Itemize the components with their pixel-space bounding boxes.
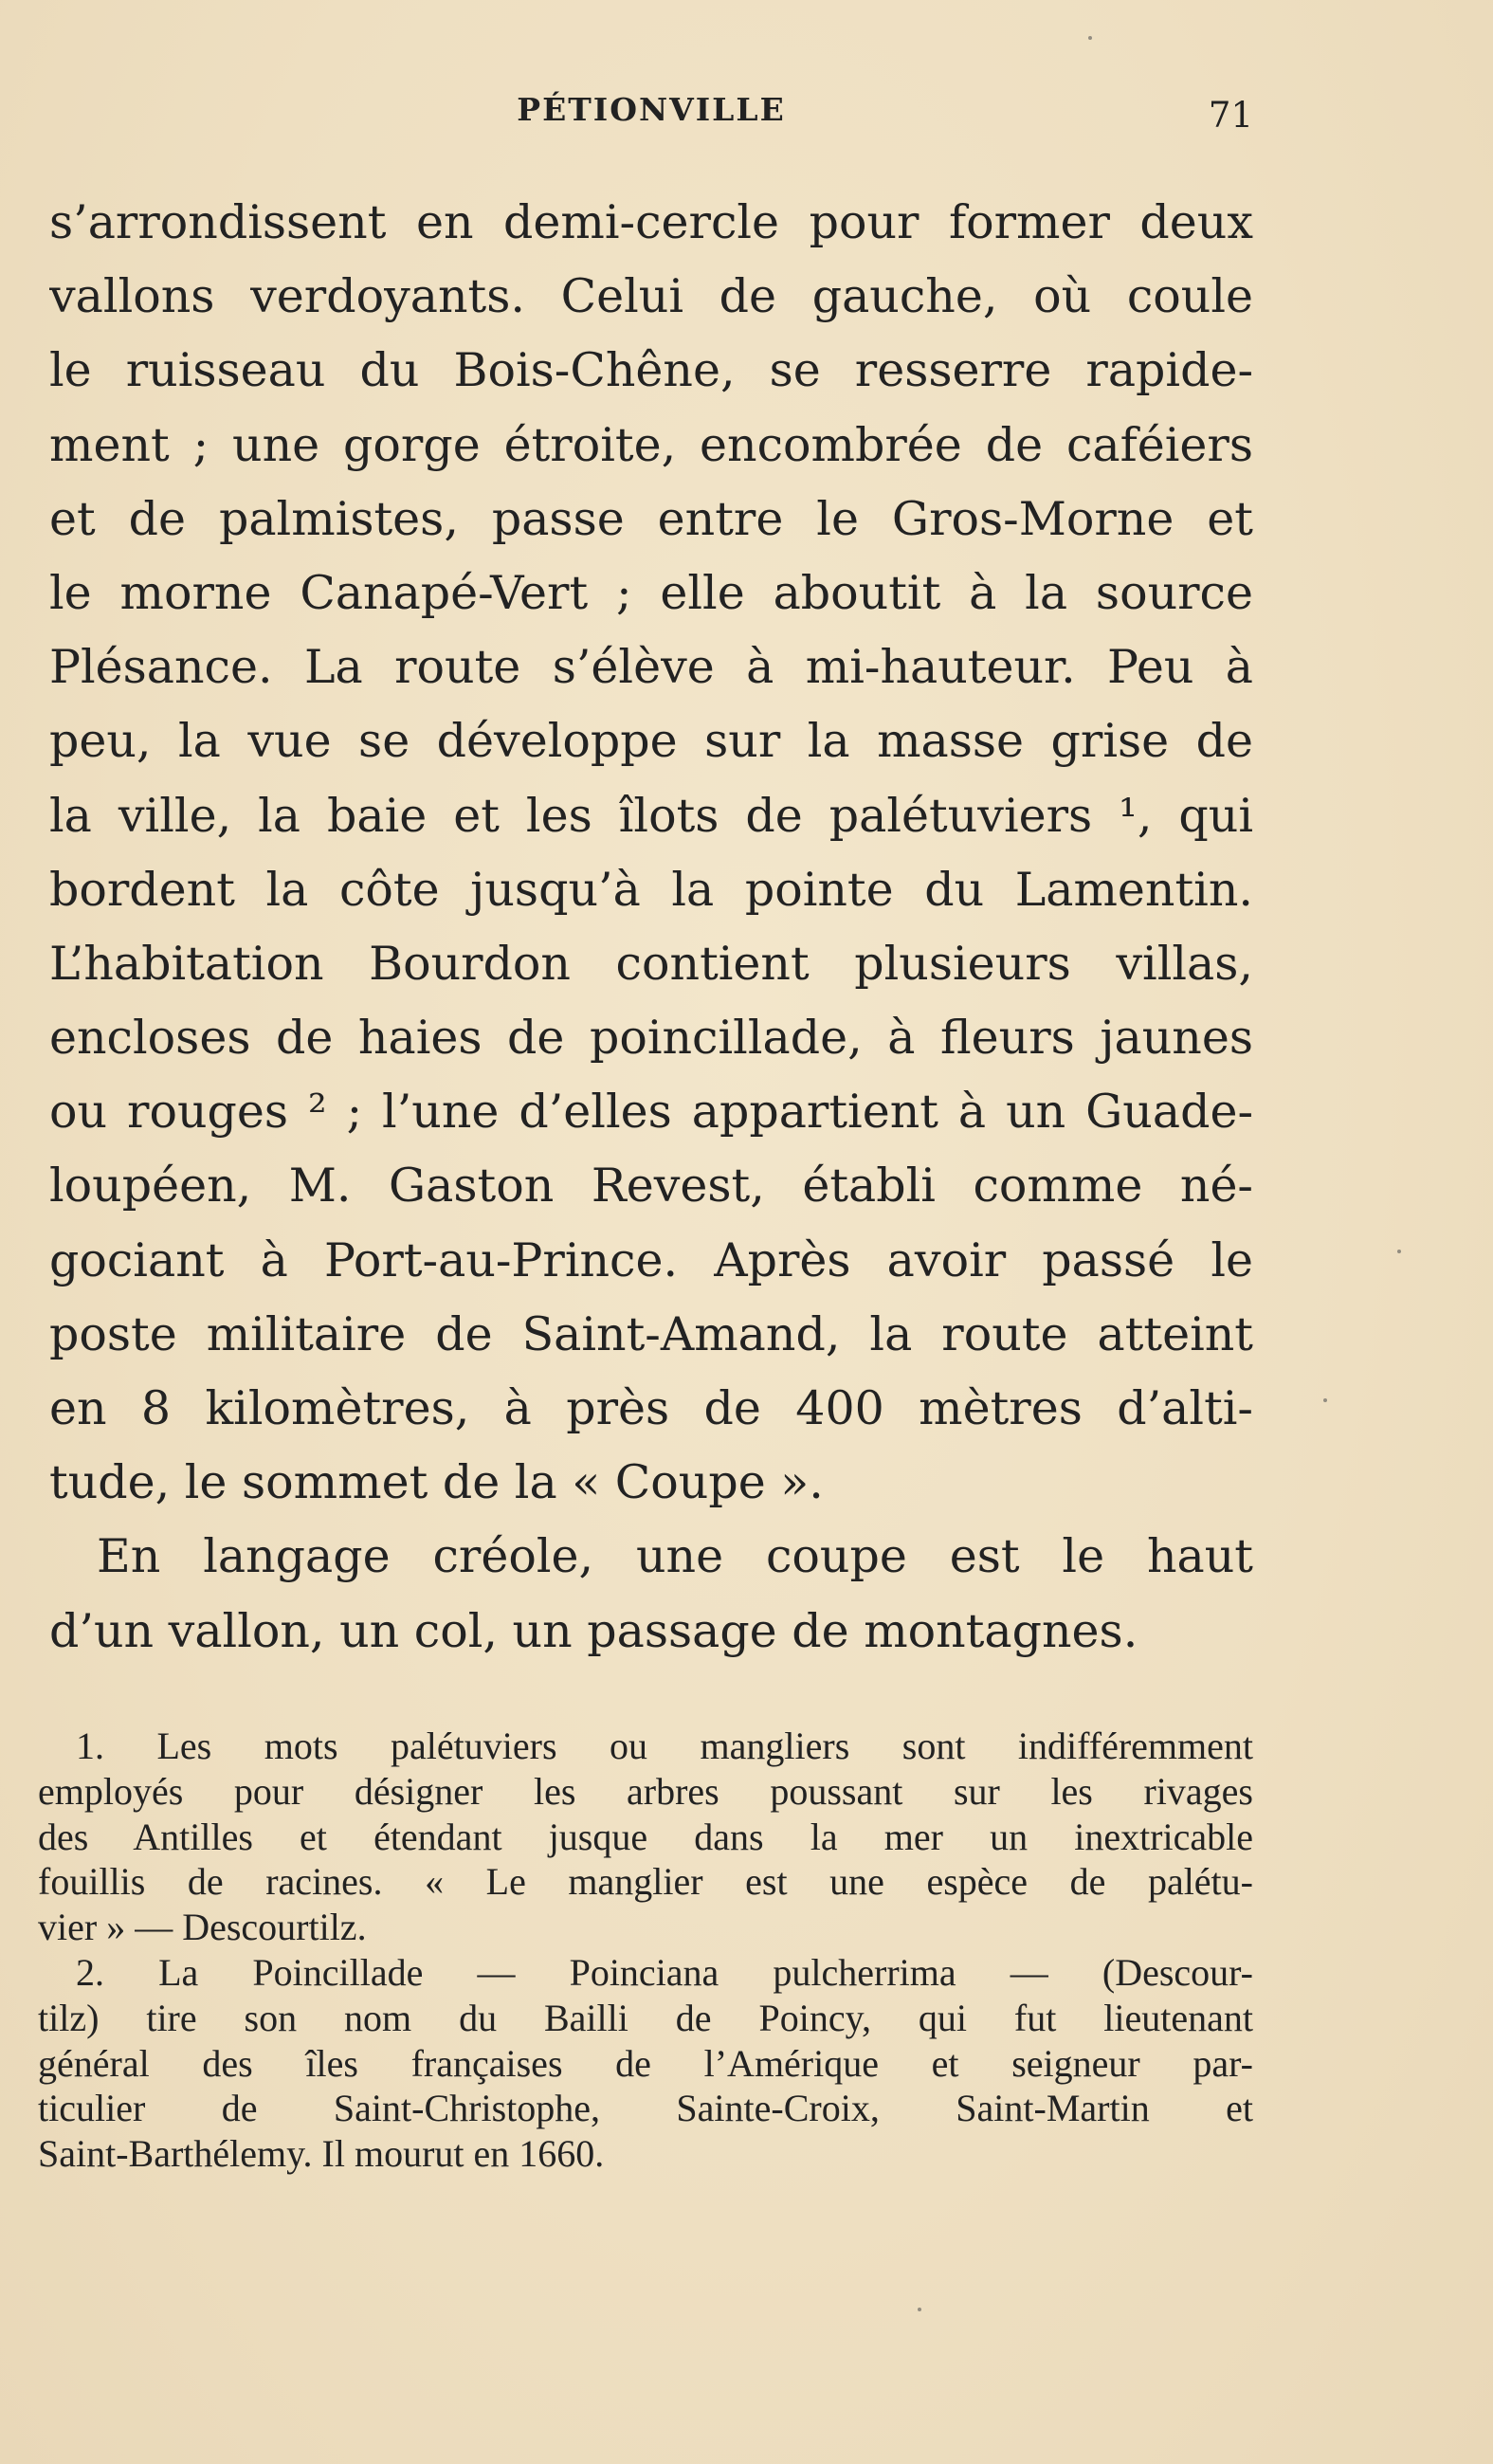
running-head xyxy=(49,91,1253,148)
body-line: ment ; une gorge étroite, encombrée de caféiers xyxy=(49,417,1253,472)
paper-speck xyxy=(918,2308,921,2311)
body-line: encloses de haies de poincillade, à fleurs jaunes xyxy=(49,1011,1253,1066)
body-line: le morne Canapé-Vert ; elle aboutit à la source xyxy=(49,565,1253,620)
body-line: bordent la côte jusqu’à la pointe du Lamentin. xyxy=(49,862,1253,917)
footnote-line: ticulier de Saint-Christophe, Sainte-Croix, Saint-Martin et xyxy=(38,2087,1253,2130)
body-line: vallons verdoyants. Celui de gauche, où coule xyxy=(49,269,1253,324)
body-text xyxy=(49,186,1253,1669)
body-line: Plésance. La route s’élève à mi-hauteur. Peu à xyxy=(49,640,1253,695)
body-line: ou rouges ² ; l’une d’elles appartient à un Guade- xyxy=(49,1085,1253,1140)
footnote-line: vier » — Descourtilz. xyxy=(38,1906,367,1949)
body-line: L’habitation Bourdon contient plusieurs villas, xyxy=(49,936,1253,991)
body-line: d’un vallon, un col, un passage de montagnes. xyxy=(49,1603,1138,1658)
footnote-line: fouillis de racines. « Le manglier est une espèce de palétu- xyxy=(38,1860,1253,1904)
footnote-line: des Antilles et étendant jusque dans la mer un inextricable xyxy=(38,1815,1253,1858)
footnotes xyxy=(38,1724,1253,2177)
footnote-line: 2. La Poincillade — Poinciana pulcherrima — (Descour- xyxy=(76,1950,1253,1994)
footnote-line: 1. Les mots palétuviers ou mangliers sont indifféremment xyxy=(76,1725,1253,1767)
body-line: en 8 kilomètres, à près de 400 mètres d’alti- xyxy=(49,1381,1253,1435)
paper-speck xyxy=(1088,36,1092,40)
body-line: poste militaire de Saint-Amand, la route atteint xyxy=(49,1306,1253,1361)
page-number: 71 xyxy=(1208,95,1253,136)
body-line: le ruisseau du Bois-Chêne, se resserre rapide- xyxy=(49,343,1253,398)
footnote-line: employés pour désigner les arbres poussant sur les rivages xyxy=(38,1769,1253,1813)
body-line: loupéen, M. Gaston Revest, établi comme né- xyxy=(49,1159,1253,1214)
body-line: En langage créole, une coupe est le haut xyxy=(97,1529,1253,1584)
body-line: peu, la vue se développe sur la masse grise de xyxy=(49,714,1253,769)
body-line: s’arrondissent en demi-cercle pour former deux xyxy=(49,195,1253,249)
body-line: et de palmistes, passe entre le Gros-Morne et xyxy=(49,491,1253,546)
footnote-line: général des îles françaises de l’Amérique et seigneur par- xyxy=(38,2041,1253,2085)
body-line: gociant à Port-au-Prince. Après avoir passé le xyxy=(49,1232,1253,1287)
paper-speck xyxy=(1397,1250,1401,1253)
body-line: tude, le sommet de la « Coupe ». xyxy=(49,1455,824,1510)
body-line: la ville, la baie et les îlots de palétuviers ¹, qui xyxy=(49,788,1253,843)
footnote-line: Saint-Barthélemy. Il mourut en 1660. xyxy=(38,2132,605,2176)
running-title: PÉTIONVILLE xyxy=(517,91,786,128)
footnote-line: tilz) tire son nom du Bailli de Poincy, qui fut lieutenant xyxy=(38,1996,1253,2039)
paper-speck xyxy=(1323,1398,1327,1402)
